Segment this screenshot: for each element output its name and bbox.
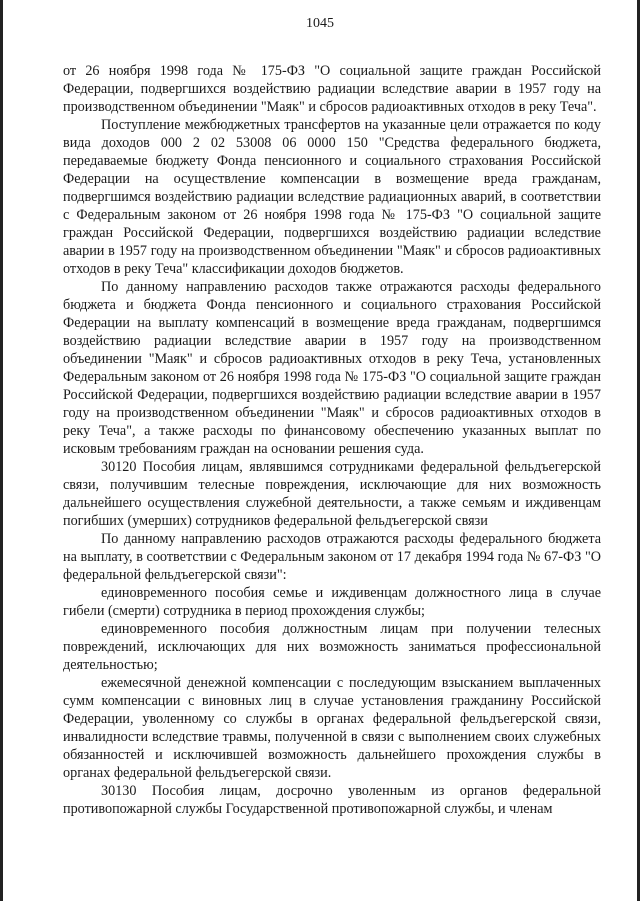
paragraph-5: По данному направлению расходов отражаются расходы федерального бюджета на выплату, в соответствии с Федеральным законом от 17 декабря 1994 года № 67-ФЗ "О федеральной фельдъегерской связи": [63, 531, 601, 583]
paragraph-4-heading-30120: 30120 Пособия лицам, являвшимся сотрудниками федеральной фельдъегерской связи, получившим телесные повреждения, исключающие для них возможность дальнейшего осуществления служебной деятельности, а также семьям и иждивенцам погибших (умерших) сотрудников федеральной фельдъегерской связи [63, 459, 601, 529]
paragraph-8: ежемесячной денежной компенсации с последующим взысканием выплаченных сумм компенсации с виновных лиц в случае установления гражданину Российской Федерации, уволенному со службы в органах федеральной фельдъегерской связи, инвалидности вследствие травмы, полученной в связи с выполнением своих служебных обязанностей и исключившей возможность дальнейшего прохождения службы в органах федеральной фельдъегерской связи. [63, 675, 601, 781]
scan-border-left [0, 0, 3, 901]
paragraph-7: единовременного пособия должностным лицам при получении телесных повреждений, исключающих для них возможность заниматься профессиональной деятельностью; [63, 621, 601, 673]
document-body [63, 62, 601, 818]
paragraph-3: По данному направлению расходов также отражаются расходы федерального бюджета и бюджета Фонда пенсионного и социального страхования Российской Федерации на выплату компенсаций в возмещение вреда гражданам, подвергшимся воздействию радиации вследствие аварии в 1957 году на производственном объединении "Маяк" и сбросов радиоактивных отходов в реку Теча, установленных Федеральным законом от 26 ноября 1998 года № 175-ФЗ "О социальной защите граждан Российской Федерации, подвергшихся воздействию радиации вследствие аварии в 1957 году на производственном объединении "Маяк" и сбросов радиоактивных отходов в реку Теча", а также расходы по финансовому обеспечению указанных выплат по исковым требованиям граждан на основании решения суда. [63, 279, 601, 457]
paragraph-2: Поступление межбюджетных трансфертов на указанные цели отражается по коду вида доходов 000 2 02 53008 06 0000 150 "Средства федерального бюджета, передаваемые бюджету Фонда пенсионного и социального страхования Российской Федерации на осуществление компенсации в возмещение вреда гражданам, подвергшимся воздействию радиации вследствие радиационных аварий, в соответствии с Федеральным законом от 26 ноября 1998 года № 175-ФЗ "О социальной защите граждан Российской Федерации, подвергшихся воздействию радиации вследствие аварии в 1957 году на производственном объединении "Маяк" и сбросов радиоактивных отходов в реку Теча" классификации доходов бюджетов. [63, 117, 601, 277]
paragraph-1: от 26 ноября 1998 года № 175-ФЗ "О социальной защите граждан Российской Федерации, подвергшихся воздействию радиации вследствие аварии в 1957 году на производственном объединении "Маяк" и сбросов радиоактивных отходов в реку Теча". [63, 63, 601, 115]
paragraph-9-heading-30130: 30130 Пособия лицам, досрочно уволенным из органов федеральной противопожарной службы Государственной противопожарной службы, и членам [63, 783, 601, 817]
page-number: 1045 [306, 16, 334, 31]
paragraph-6: единовременного пособия семье и иждивенцам должностного лица в случае гибели (смерти) сотрудника в период прохождения службы; [63, 585, 601, 619]
